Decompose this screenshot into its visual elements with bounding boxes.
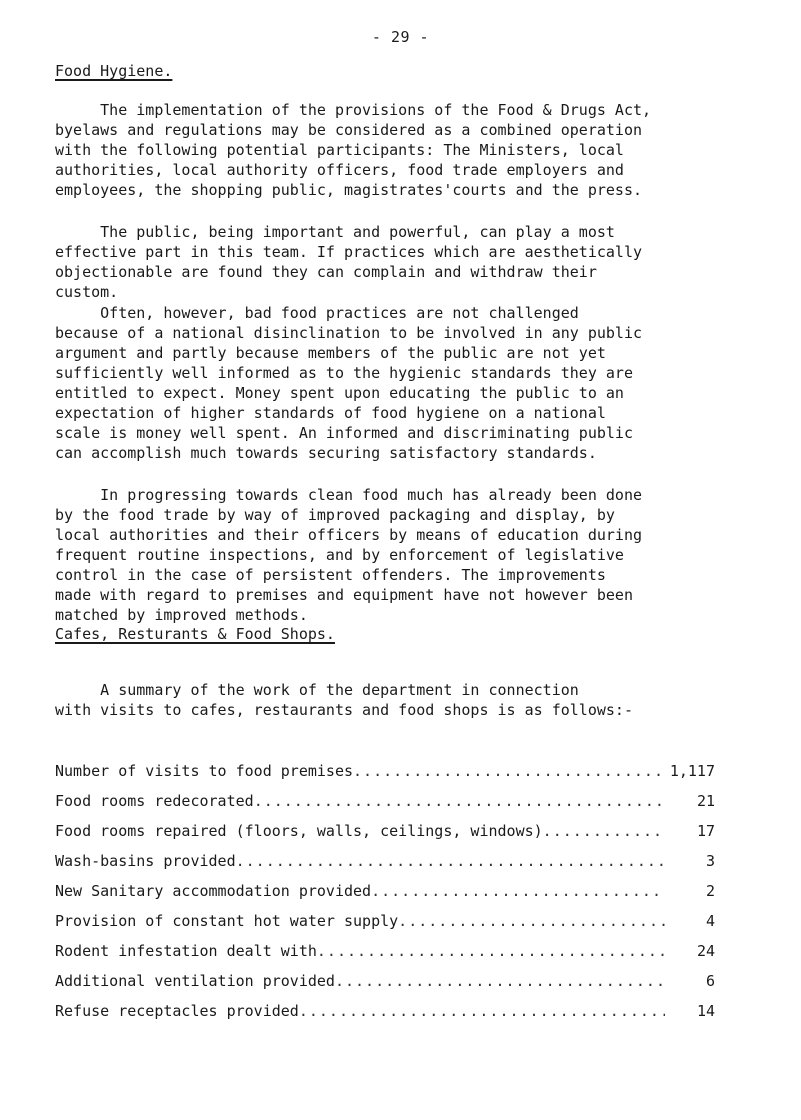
list-item <box>55 942 715 972</box>
item-label: Food rooms repaired (floors, walls, ceilings, windows) <box>55 822 543 840</box>
leader-dots <box>299 1002 665 1020</box>
leader-dots <box>236 852 665 870</box>
leader-dots <box>371 882 665 900</box>
leader-dots <box>335 972 665 990</box>
item-label: Rodent infestation dealt with <box>55 942 317 960</box>
paragraph-education: Often, however, bad food practices are not challenged because of a national disinclination to be involved in any public argument and partly because members of the public are not yet sufficiently well informed as to the hygienic standards they are entitled to expect. Money spent upon educating the public to an expectation of higher standards of food hygiene on a national scale is money well spent. An informed and discriminating public can accomplish much towards securing satisfactory standards. <box>55 304 642 462</box>
section-heading-cafes: Cafes, Resturants & Food Shops. <box>55 625 335 643</box>
item-label: Wash-basins provided <box>55 852 236 870</box>
leader-dots <box>543 822 665 840</box>
leader-dots <box>254 792 665 810</box>
item-label: New Sanitary accommodation provided <box>55 882 372 900</box>
item-value: 24 <box>696 942 715 960</box>
list-item <box>55 882 715 912</box>
leader-dots <box>398 912 665 930</box>
list-item <box>55 1002 715 1032</box>
section-heading-food-hygiene: Food Hygiene. <box>55 62 173 80</box>
list-item <box>55 762 715 792</box>
leader-dots <box>317 942 665 960</box>
list-item <box>55 822 715 852</box>
list-item <box>55 852 715 882</box>
list-item <box>55 912 715 942</box>
item-label: Provision of constant hot water supply <box>55 912 399 930</box>
item-value: 21 <box>696 792 715 810</box>
item-value: 14 <box>696 1002 715 1020</box>
paragraph-public-role: The public, being important and powerful, can play a most effective part in this team. If practices which are aesthetically objectionable are found they can complain and withdraw their custom. <box>55 223 642 301</box>
paragraph-summary-intro: A summary of the work of the department in connection with visits to cafes, restaurants and food shops is as follows:- <box>55 681 633 719</box>
list-item <box>55 792 715 822</box>
item-value: 6 <box>705 972 715 990</box>
item-value: 3 <box>705 852 715 870</box>
item-value: 17 <box>696 822 715 840</box>
item-value: 4 <box>705 912 715 930</box>
leader-dots <box>353 762 665 780</box>
item-value: 2 <box>705 882 715 900</box>
item-label: Additional ventilation provided <box>55 972 335 990</box>
summary-list <box>55 762 715 1032</box>
item-value: 1,117 <box>669 762 715 780</box>
paragraph-participants: The implementation of the provisions of the Food & Drugs Act, byelaws and regulations may be considered as a combined operation with the following potential participants: The Ministers, local authorities, local authority officers, food trade employers and employees, the shopping public, magistrates'courts and the press. <box>55 101 652 199</box>
item-label: Food rooms redecorated <box>55 792 254 810</box>
item-label: Number of visits to food premises <box>55 762 354 780</box>
item-label: Refuse receptacles provided <box>55 1002 299 1020</box>
paragraph-progress: In progressing towards clean food much has already been done by the food trade by way of improved packaging and display, by local authorities and their officers by means of education during frequent routine inspections, and by enforcement of legislative control in the case of persistent offenders. The improvements made with regard to premises and equipment have not however been matched by improved methods. <box>55 486 642 624</box>
page-number: - 29 - <box>371 28 430 46</box>
list-item <box>55 972 715 1002</box>
